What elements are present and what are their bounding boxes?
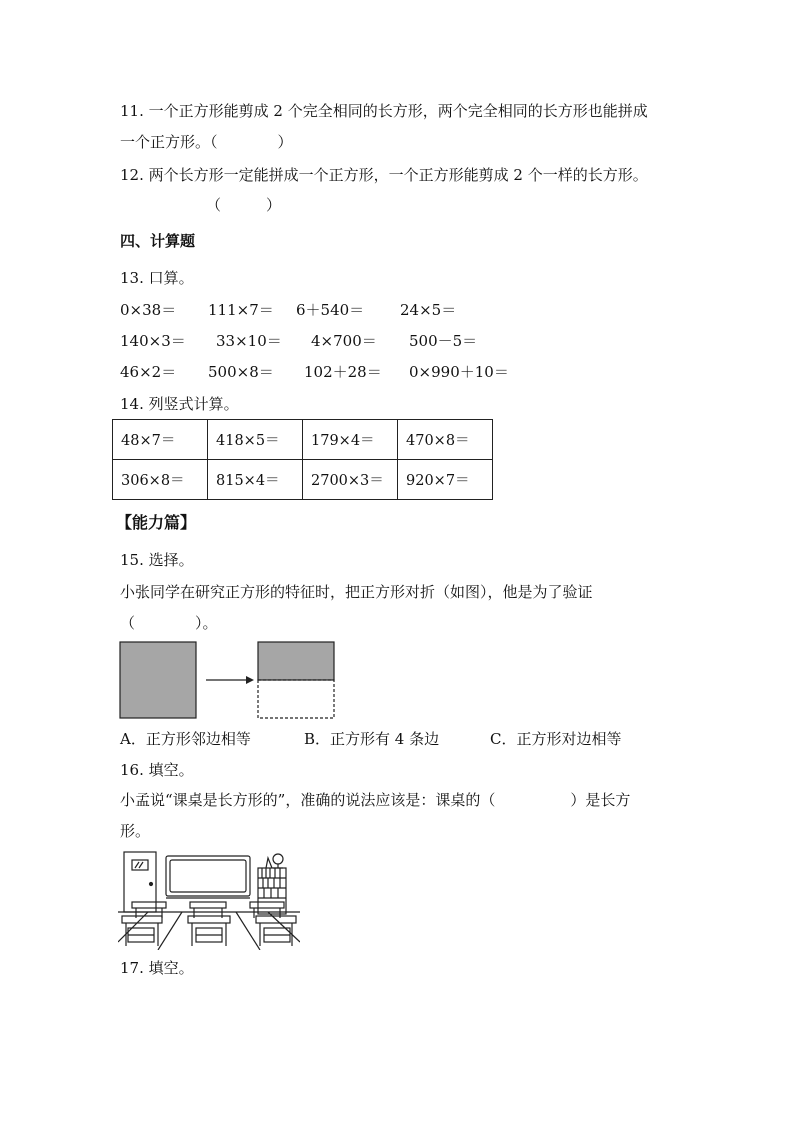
option-a: A．正方形邻边相等 — [120, 730, 251, 748]
table-cell: 418×5＝ — [208, 420, 303, 460]
option-c: C．正方形对边相等 — [490, 730, 622, 748]
full-square — [120, 642, 196, 718]
oral-item: 500－5＝ — [409, 332, 478, 350]
q17-title: 17. 填空。 — [120, 959, 194, 977]
q14-title: 14. 列竖式计算。 — [120, 395, 239, 413]
desk — [190, 902, 226, 908]
arrow-head-icon — [246, 676, 254, 684]
ability-heading: 【能力篇】 — [116, 513, 197, 532]
q11-line2: 一个正方形。（ ） — [120, 133, 293, 151]
section-heading-calc: 四、计算题 — [120, 232, 196, 250]
globe-icon — [273, 854, 283, 864]
desk — [122, 916, 162, 923]
q15-stem-line1: 小张同学在研究正方形的特征时，把正方形对折（如图），他是为了验证 — [120, 583, 593, 601]
classroom-picture — [118, 846, 300, 950]
oral-item: 24×5＝ — [400, 301, 457, 319]
q12-line1: 12. 两个长方形一定能拼成一个正方形，一个正方形能剪成 2 个一样的长方形。 — [120, 166, 648, 184]
table-cell: 179×4＝ — [303, 420, 398, 460]
table-cell: 815×4＝ — [208, 460, 303, 500]
vertical-calc-table — [112, 419, 493, 500]
oral-item: 140×3＝ — [120, 332, 186, 350]
fold-square-figure — [118, 640, 338, 722]
oral-item: 4×700＝ — [311, 332, 377, 350]
oral-item: 500×8＝ — [208, 363, 274, 381]
option-b: B．正方形有 4 条边 — [304, 730, 440, 748]
desk — [132, 902, 166, 908]
desk — [250, 902, 284, 908]
q15-stem-line2: （ ）。 — [120, 614, 218, 632]
table-cell: 920×7＝ — [398, 460, 493, 500]
q16-title: 16. 填空。 — [120, 761, 194, 779]
q12-line2: （ ） — [206, 196, 282, 214]
blackboard — [166, 856, 250, 896]
oral-item: 102＋28＝ — [304, 363, 382, 381]
oral-item: 0×38＝ — [120, 301, 177, 319]
table-cell: 470×8＝ — [398, 420, 493, 460]
oral-item: 0×990＋10＝ — [409, 363, 509, 381]
q16-stem-line2: 形。 — [120, 822, 151, 840]
q13-title: 13. 口算。 — [120, 269, 194, 287]
oral-item: 6＋540＝ — [296, 301, 365, 319]
table-cell: 48×7＝ — [113, 420, 208, 460]
q15-title: 15. 选择。 — [120, 551, 194, 569]
oral-item: 46×2＝ — [120, 363, 177, 381]
table-row — [113, 460, 493, 500]
table-row — [113, 420, 493, 460]
oral-item: 33×10＝ — [216, 332, 282, 350]
folded-half — [258, 642, 334, 680]
q11-line1: 11. 一个正方形能剪成 2 个完全相同的长方形，两个完全相同的长方形也能拼成 — [120, 102, 648, 120]
oral-item: 111×7＝ — [208, 301, 274, 319]
door-window — [132, 860, 148, 870]
table-cell: 2700×3＝ — [303, 460, 398, 500]
table-cell: 306×8＝ — [113, 460, 208, 500]
q16-stem-line1: 小孟说“课桌是长方形的”，准确的说法应该是：课桌的（ ）是长方 — [120, 791, 631, 809]
dashed-half — [258, 680, 334, 718]
